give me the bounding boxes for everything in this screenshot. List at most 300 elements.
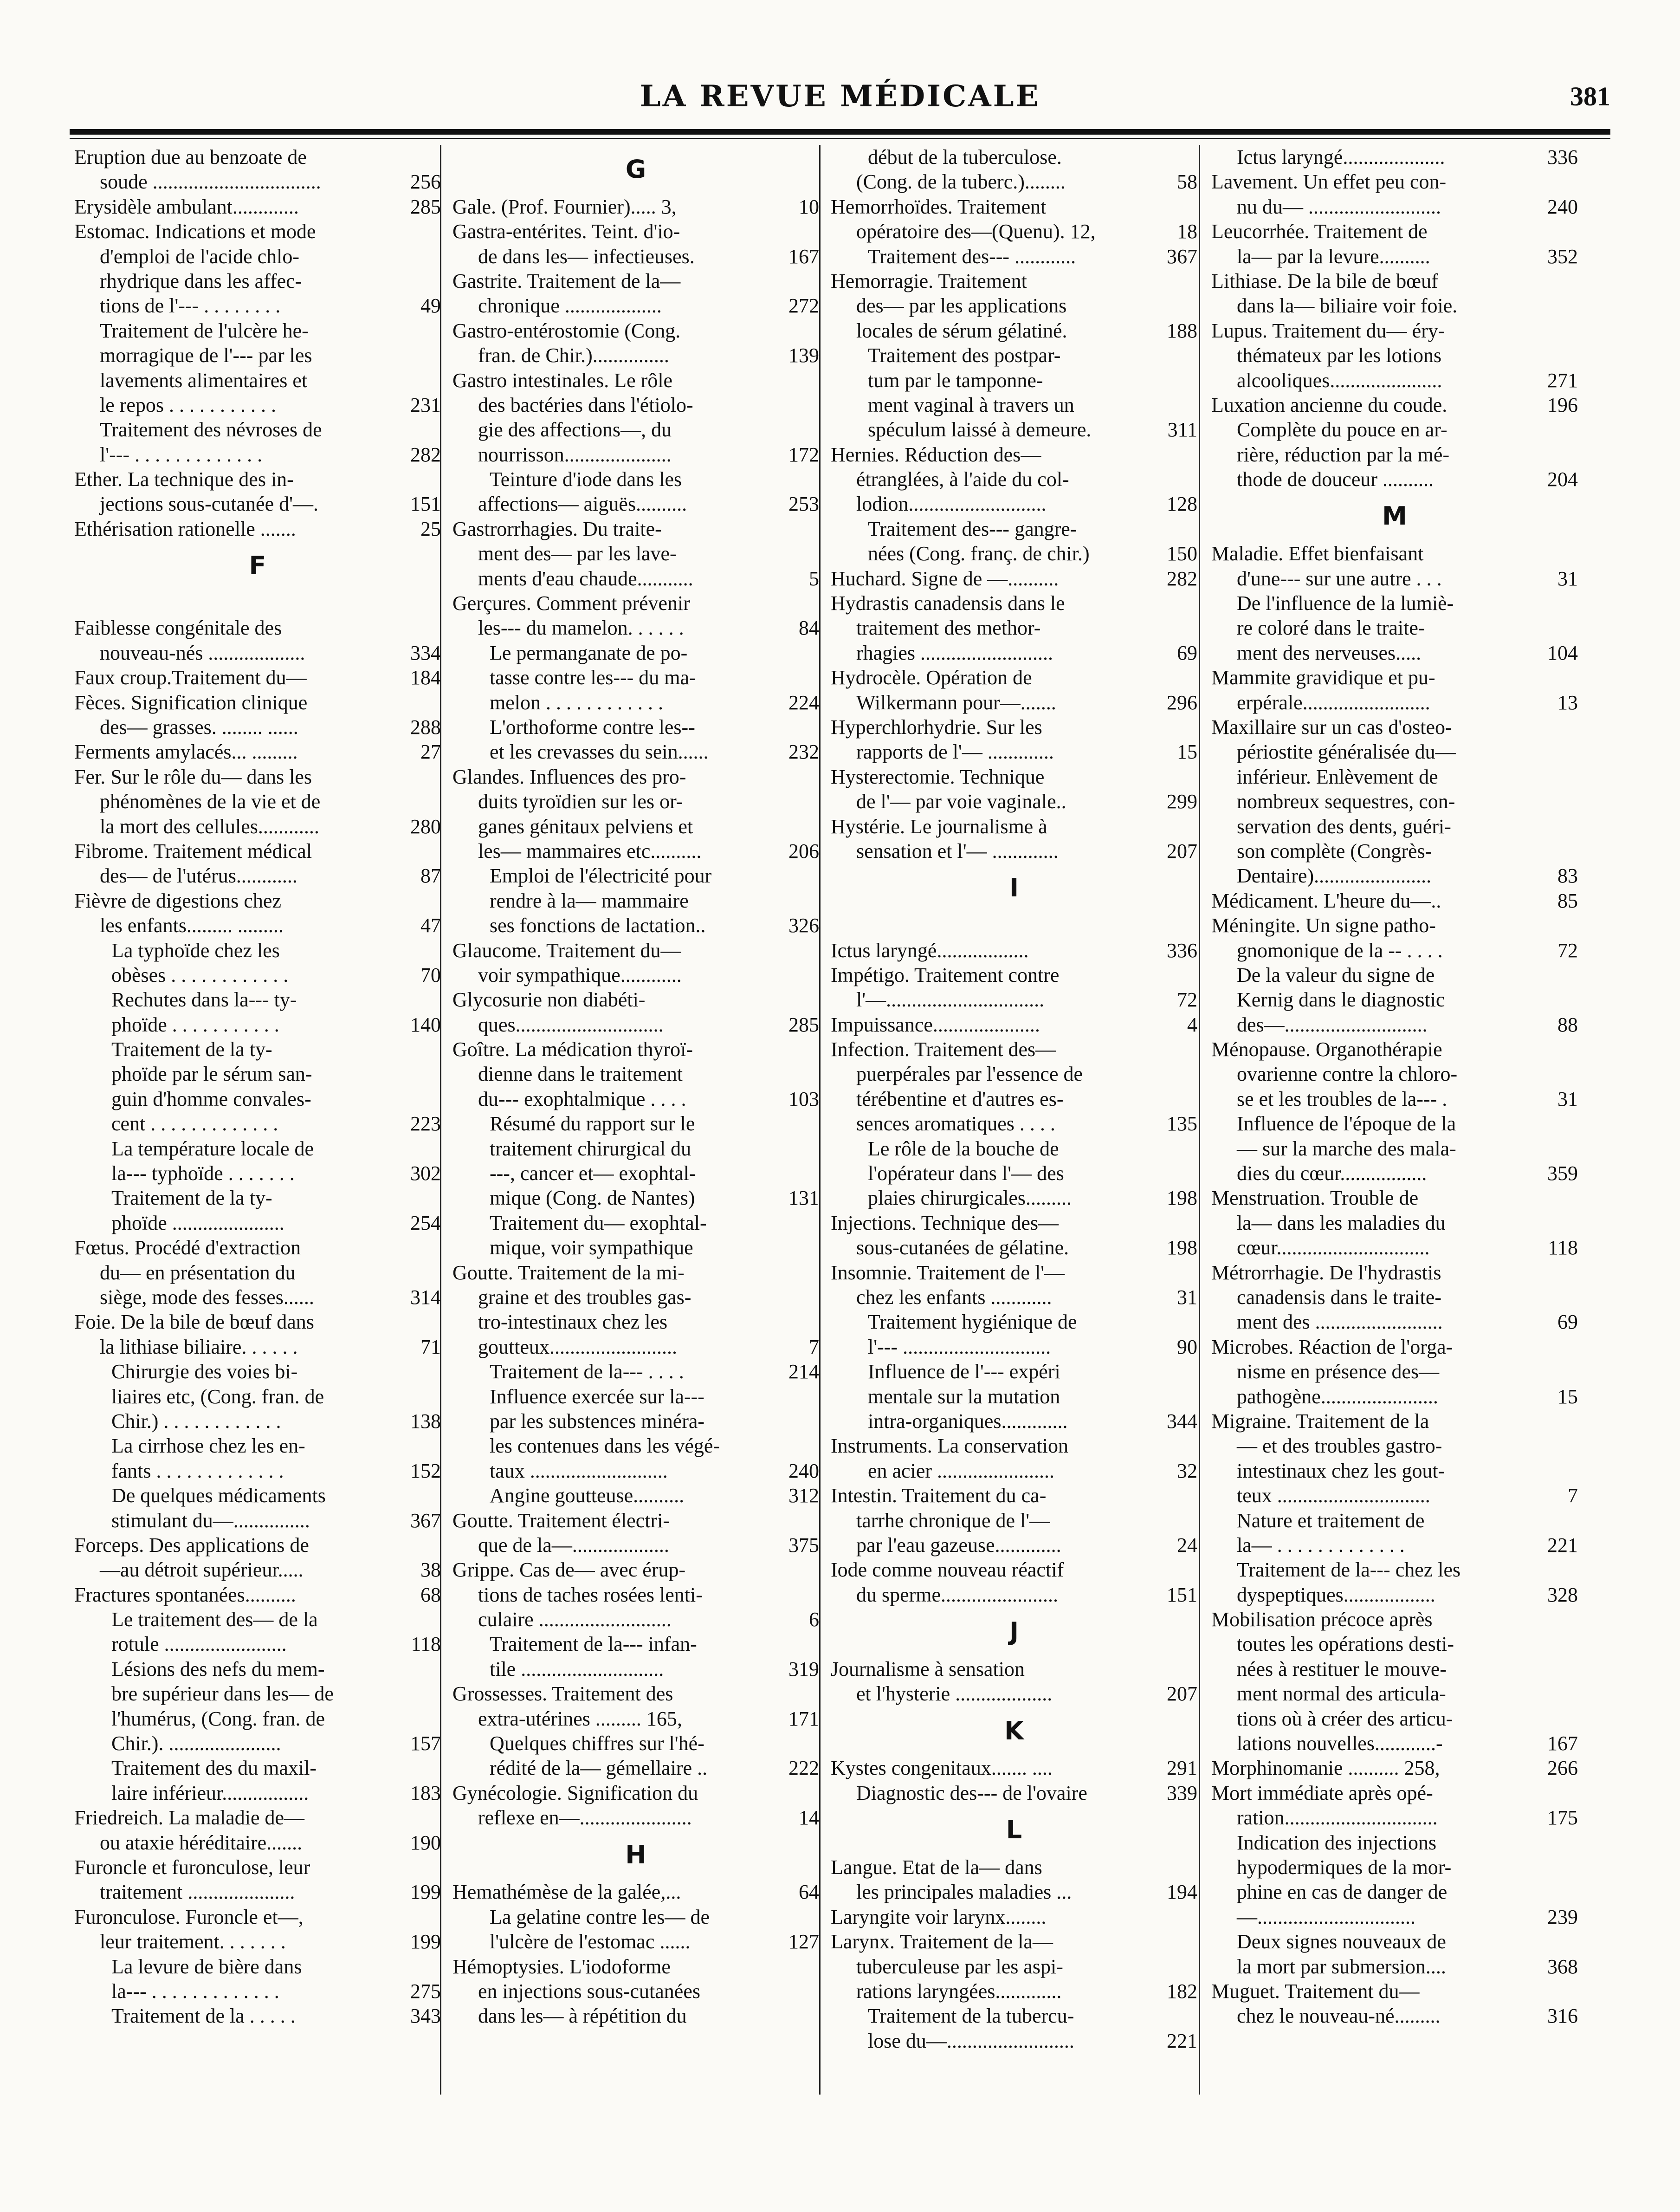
index-entry-line — [74, 1310, 441, 1334]
index-entry-line — [1211, 814, 1578, 839]
index-entry-line — [1211, 368, 1578, 393]
entry-text: sous-cutanées de gélatine. — [856, 1236, 1069, 1259]
index-entry-line — [831, 145, 1197, 169]
entry-text: L'orthoforme contre les-- — [490, 716, 695, 739]
entry-text: Goutte. Traitement électri- — [452, 1509, 670, 1532]
index-entry-line — [831, 1136, 1197, 1161]
index-entry-line — [452, 343, 819, 368]
entry-text: Lupus. Traitement du— éry- — [1211, 319, 1445, 342]
index-entry-line — [1211, 169, 1578, 194]
index-entry-line — [74, 1805, 441, 1830]
entry-page-number: 256 — [410, 170, 441, 194]
entry-page-number: 207 — [1167, 1682, 1197, 1706]
entry-text: les— mammaires etc.......... — [478, 839, 702, 863]
index-entry-line — [1211, 145, 1578, 169]
entry-text: Kystes congenitaux....... .... — [831, 1757, 1053, 1780]
entry-text: Kernig dans le diagnostic — [1237, 988, 1445, 1012]
entry-text: La gelatine contre les— de — [490, 1905, 710, 1928]
index-entry-line — [831, 566, 1197, 591]
entry-page-number: 282 — [410, 443, 441, 466]
index-entry-line — [1211, 1111, 1578, 1136]
entry-text: chez le nouveau-né......... — [1237, 2004, 1441, 2028]
entry-text: Iode comme nouveau réactif — [831, 1558, 1064, 1582]
index-entry-line — [452, 1557, 819, 1582]
section-letter: H — [625, 1840, 646, 1869]
entry-text: Hydrocèle. Opération de — [831, 666, 1032, 689]
entry-text: ovarienne contre la chloro- — [1237, 1063, 1458, 1086]
entry-text: tasse contre les--- du ma- — [490, 666, 696, 689]
entry-text: Emploi de l'électricité pour — [490, 864, 712, 888]
entry-text: nées (Cong. franç. de chir.) — [868, 542, 1090, 565]
index-entry-line — [1211, 1781, 1578, 1805]
entry-text: rations laryngées............. — [856, 1979, 1062, 2003]
index-entry-line — [74, 789, 441, 814]
entry-text: canadensis dans le traite- — [1237, 1285, 1442, 1309]
entry-text: ou ataxie héréditaire....... — [100, 1831, 303, 1854]
entry-text: Microbes. Réaction de l'orga- — [1211, 1335, 1453, 1358]
entry-text: Faiblesse congénitale des — [74, 616, 282, 640]
entry-text: nouveau-nés ................... — [100, 641, 305, 664]
index-entry-line — [1211, 1260, 1578, 1285]
index-entry-line — [1211, 616, 1578, 640]
index-entry-line — [452, 244, 819, 269]
entry-text: les enfants......... ......... — [100, 914, 284, 937]
index-entry-line — [74, 1954, 441, 1979]
entry-text: chez les enfants ............ — [856, 1285, 1052, 1309]
entry-page-number: 70 — [420, 963, 441, 986]
index-entry-line — [452, 1459, 819, 1483]
entry-text: Le rôle de la bouche de — [868, 1137, 1059, 1160]
entry-page-number: 368 — [1547, 1955, 1578, 1978]
index-entry-line — [1211, 641, 1578, 665]
index-entry-line — [1211, 195, 1578, 219]
index-entry-line — [74, 889, 441, 913]
index-entry-line — [1211, 715, 1578, 739]
entry-page-number: 140 — [410, 1013, 441, 1036]
index-entry-line — [831, 2029, 1197, 2053]
entry-text: traitement des methor- — [856, 616, 1041, 640]
entry-text: l'opérateur dans l'— des — [868, 1162, 1064, 1185]
entry-text: traitement ..................... — [100, 1881, 295, 1904]
index-entry-line — [74, 1756, 441, 1780]
index-entry-line — [74, 1830, 441, 1855]
entry-text: Glycosurie non diabéti- — [452, 988, 646, 1012]
index-entry-line — [74, 1731, 441, 1756]
index-entry-line — [74, 1186, 441, 1210]
index-entry-line — [74, 739, 441, 764]
section-letter: L — [1006, 1815, 1022, 1845]
index-entry-line — [74, 269, 441, 293]
entry-text: Traitement de la ty- — [111, 1038, 272, 1061]
entry-page-number: 167 — [788, 245, 819, 268]
index-entry-line — [74, 1583, 441, 1607]
index-entry-line — [831, 1880, 1197, 1904]
entry-text: De quelques médicaments — [111, 1484, 326, 1507]
entry-text: Morphinomanie .......... 258, — [1211, 1757, 1440, 1780]
entry-text: tum par le tamponne- — [868, 369, 1043, 392]
index-entry-line — [452, 616, 819, 640]
entry-text: rapports de l'— ............. — [856, 740, 1054, 764]
index-entry-line — [1211, 1087, 1578, 1111]
index-entry-line — [831, 517, 1197, 541]
index-entry-line — [452, 467, 819, 492]
entry-text: dans la— biliaire voir foie. — [1237, 294, 1458, 318]
index-entry-line — [452, 1508, 819, 1533]
index-entry-line — [1211, 1186, 1578, 1210]
entry-text: tile ............................ — [490, 1657, 664, 1680]
entry-text: Ménopause. Organothérapie — [1211, 1038, 1442, 1061]
entry-page-number: 64 — [799, 1881, 819, 1904]
entry-text: dienne dans le traitement — [478, 1063, 683, 1086]
entry-page-number: 72 — [1557, 939, 1578, 962]
index-entry-line — [1211, 219, 1578, 244]
entry-text: Le permanganate de po- — [490, 641, 688, 664]
entry-text: l'humérus, (Cong. fran. de — [111, 1707, 325, 1730]
entry-page-number: 127 — [788, 1930, 819, 1953]
entry-text: stimulant du—............... — [111, 1509, 310, 1532]
index-entry-line — [1211, 1012, 1578, 1037]
entry-text: Médicament. L'heure du—.. — [1211, 889, 1441, 912]
entry-page-number: 84 — [799, 616, 819, 640]
index-entry-line — [452, 913, 819, 938]
index-entry-line — [831, 1483, 1197, 1508]
index-entry-line — [74, 641, 441, 665]
entry-page-number: 151 — [1167, 1583, 1197, 1606]
entry-page-number: 6 — [809, 1608, 819, 1631]
index-entry-line — [831, 814, 1197, 839]
entry-text: Métrorrhagie. De l'hydrastis — [1211, 1261, 1441, 1284]
entry-text: Traitement hygiénique de — [868, 1310, 1077, 1334]
entry-text: nourrisson..................... — [478, 443, 672, 466]
index-entry-line — [452, 1260, 819, 1285]
column-divider — [1199, 145, 1200, 2095]
entry-page-number: 71 — [420, 1335, 441, 1358]
entry-text: gie des affections—, du — [478, 418, 672, 441]
index-entry-line — [74, 1508, 441, 1533]
entry-text: traitement chirurgical du — [490, 1137, 691, 1160]
index-entry-line — [1211, 1830, 1578, 1855]
index-entry-line — [452, 987, 819, 1012]
entry-text: La cirrhose chez les en- — [111, 1434, 305, 1458]
entry-text: locales de sérum gélatiné. — [856, 319, 1067, 342]
entry-page-number: 69 — [1557, 1310, 1578, 1334]
entry-text: Traitement des du maxil- — [111, 1757, 317, 1780]
index-entry-line — [452, 963, 819, 987]
index-entry-line — [452, 1805, 819, 1830]
index-entry-line — [831, 1929, 1197, 1954]
entry-text: thémateux par les lotions — [1237, 344, 1442, 367]
index-entry-line — [452, 665, 819, 690]
entry-text: Hystérie. Le journalisme à — [831, 815, 1047, 838]
index-entry-line — [452, 566, 819, 591]
index-entry-line — [1211, 1434, 1578, 1458]
index-entry-line — [831, 1087, 1197, 1111]
index-entry-line — [452, 1657, 819, 1681]
entry-page-number: 182 — [1167, 1979, 1197, 2003]
index-entry-line — [831, 1211, 1197, 1235]
index-entry-line — [74, 1979, 441, 2004]
entry-text: ment des— par les lave- — [478, 542, 677, 565]
index-entry-line — [1211, 1880, 1578, 1904]
entry-text: soude ................................. — [100, 170, 321, 194]
index-entry-line — [831, 789, 1197, 814]
entry-page-number: 157 — [410, 1732, 441, 1755]
entry-text: du--- exophtalmique . . . . — [478, 1087, 686, 1110]
index-entry-line — [831, 1111, 1197, 1136]
entry-text: Méningite. Un signe patho- — [1211, 914, 1436, 937]
index-entry-line — [1211, 1136, 1578, 1161]
entry-page-number: 359 — [1547, 1162, 1578, 1185]
index-entry-line — [1211, 1211, 1578, 1235]
index-entry-line — [831, 765, 1197, 789]
index-entry-line — [1211, 1632, 1578, 1656]
index-entry-line — [1211, 1161, 1578, 1186]
index-entry-line — [452, 814, 819, 839]
index-entry-line — [74, 1260, 441, 1285]
entry-text: Hernies. Réduction des— — [831, 443, 1041, 466]
entry-text: ment normal des articula- — [1237, 1682, 1446, 1706]
index-entry-line — [74, 1037, 441, 1062]
index-entry-line — [1211, 269, 1578, 293]
entry-text: Langue. Etat de la— dans — [831, 1856, 1042, 1879]
index-entry-line — [74, 1657, 441, 1681]
entry-text: Fractures spontanées.......... — [74, 1583, 296, 1606]
entry-text: Complète du pouce en ar- — [1237, 418, 1447, 441]
index-entry-line — [1211, 1706, 1578, 1731]
index-entry-line — [74, 1557, 441, 1582]
index-entry-line — [831, 1979, 1197, 2004]
entry-text: que de la—................... — [478, 1533, 669, 1557]
index-entry-line — [74, 169, 441, 194]
entry-text: nu du— .......................... — [1237, 195, 1441, 218]
index-entry-line — [74, 987, 441, 1012]
index-entry-line — [74, 1161, 441, 1186]
entry-text: Ethérisation rationelle ....... — [74, 517, 296, 540]
index-entry-line — [1211, 1335, 1578, 1359]
entry-text: rière, réduction par la mé- — [1237, 443, 1450, 466]
index-entry-line — [831, 1905, 1197, 1929]
entry-text: Hemorragie. Traitement — [831, 269, 1027, 292]
index-entry-line — [1211, 467, 1578, 492]
entry-page-number: 118 — [1548, 1236, 1578, 1259]
entry-text: dans les— à répétition du — [478, 2004, 687, 2028]
entry-page-number: 334 — [410, 641, 441, 664]
entry-text: périostite généralisée du— — [1237, 740, 1456, 764]
index-entry-line — [1211, 1855, 1578, 1880]
entry-text: Influence exercée sur la--- — [490, 1385, 704, 1408]
entry-text: Furoncle et furonculose, leur — [74, 1855, 310, 1879]
entry-page-number: 138 — [410, 1409, 441, 1433]
entry-text: et l'hysterie ................... — [856, 1682, 1053, 1706]
entry-page-number: 222 — [788, 1757, 819, 1780]
entry-text: son complète (Congrès- — [1237, 839, 1432, 863]
entry-page-number: 224 — [788, 691, 819, 714]
entry-text: Mort immédiate après opé- — [1211, 1781, 1433, 1804]
entry-text: Deux signes nouveaux de — [1237, 1930, 1446, 1953]
index-entry-line — [452, 393, 819, 417]
section-letter: F — [249, 551, 266, 581]
index-entry-line — [452, 1186, 819, 1210]
entry-text: Traitement de la . . . . . — [111, 2004, 296, 2028]
entry-text: mentale sur la mutation — [868, 1385, 1060, 1408]
index-entry-line — [74, 1062, 441, 1086]
index-entry-line — [452, 839, 819, 863]
index-entry-line — [831, 1533, 1197, 1557]
index-entry-line — [831, 1681, 1197, 1706]
index-entry-line — [831, 318, 1197, 343]
entry-text: bre supérieur dans les— de — [111, 1682, 334, 1706]
entry-text: Friedreich. La maladie de— — [74, 1806, 305, 1829]
entry-text: obèses . . . . . . . . . . . . — [111, 963, 289, 986]
index-entry-line — [831, 293, 1197, 318]
entry-text: la--- typhoïde . . . . . . . — [111, 1162, 295, 1185]
entry-text: d'une--- sur une autre . . . — [1237, 567, 1442, 590]
index-entry-line — [1211, 244, 1578, 269]
index-entry-line — [74, 765, 441, 789]
entry-page-number: 15 — [1557, 1385, 1578, 1408]
entry-page-number: 131 — [788, 1187, 819, 1210]
entry-page-number: 90 — [1177, 1335, 1197, 1358]
index-entry-line — [831, 442, 1197, 467]
entry-page-number: 343 — [410, 2004, 441, 2028]
index-entry-line — [831, 1508, 1197, 1533]
index-entry-line — [831, 492, 1197, 516]
entry-text: toutes les opérations desti- — [1237, 1633, 1454, 1656]
entry-text: Injections. Technique des— — [831, 1211, 1059, 1234]
entry-text: étranglées, à l'aide du col- — [856, 468, 1069, 491]
index-entry-line — [1211, 963, 1578, 987]
entry-page-number: 188 — [1167, 319, 1197, 342]
entry-page-number: 25 — [420, 517, 441, 540]
index-entry-line — [452, 541, 819, 566]
entry-text: reflexe en—...................... — [478, 1806, 692, 1829]
index-entry-line — [1211, 1459, 1578, 1483]
index-entry-line — [74, 1855, 441, 1880]
index-entry-line — [74, 1012, 441, 1037]
entry-text: ques............................. — [478, 1013, 664, 1036]
entry-text: Influence de l'--- expéri — [868, 1360, 1060, 1383]
entry-text: opératoire des—(Quenu). 12, — [856, 220, 1096, 243]
index-entry-line — [74, 1905, 441, 1929]
index-entry-line — [1211, 2004, 1578, 2028]
entry-text: phoïde ...................... — [111, 1211, 284, 1234]
index-entry-line — [452, 938, 819, 963]
entry-page-number: 271 — [1547, 369, 1578, 392]
entry-page-number: 38 — [420, 1558, 441, 1582]
section-letter: I — [1009, 873, 1019, 903]
entry-text: tions où à créer des articu- — [1237, 1707, 1453, 1730]
index-column-4 — [1211, 145, 1578, 2029]
index-entry-line — [74, 1459, 441, 1483]
index-entry-line — [1211, 863, 1578, 888]
index-entry-line — [74, 145, 441, 169]
index-entry-line — [74, 1211, 441, 1235]
index-entry-line — [74, 195, 441, 219]
index-entry-line — [74, 1706, 441, 1731]
entry-text: affections— aiguës.......... — [478, 493, 687, 516]
entry-page-number: 275 — [410, 1979, 441, 2003]
entry-text: liaires etc, (Cong. fran. de — [111, 1385, 324, 1408]
entry-text: —au détroit supérieur..... — [100, 1558, 304, 1582]
index-entry-line — [831, 541, 1197, 566]
index-entry-line — [74, 938, 441, 963]
entry-page-number: 15 — [1177, 740, 1197, 764]
entry-text: servation des dents, guéri- — [1237, 815, 1451, 838]
entry-text: re coloré dans le traite- — [1237, 616, 1425, 640]
index-entry-line — [74, 442, 441, 467]
entry-text: laire inférieur................. — [111, 1781, 309, 1804]
entry-text: Résumé du rapport sur le — [490, 1112, 695, 1135]
index-entry-line — [452, 1607, 819, 1632]
entry-page-number: 291 — [1167, 1757, 1197, 1780]
entry-text: Eruption due au benzoate de — [74, 146, 307, 169]
entry-page-number: 285 — [788, 1013, 819, 1036]
entry-text: Mobilisation précoce après — [1211, 1608, 1433, 1631]
entry-page-number: 83 — [1557, 864, 1578, 888]
index-entry-line — [1211, 393, 1578, 417]
index-entry-line — [831, 641, 1197, 665]
index-entry-line — [831, 1557, 1197, 1582]
entry-page-number: 31 — [1177, 1285, 1197, 1309]
entry-text: ment vaginal à travers un — [868, 393, 1074, 416]
entry-text: Traitement des--- ............ — [868, 245, 1076, 268]
index-entry-line — [452, 517, 819, 541]
index-entry-line — [452, 293, 819, 318]
index-entry-line — [831, 1459, 1197, 1483]
entry-text: Chir.). ...................... — [111, 1732, 281, 1755]
index-entry-line — [452, 1409, 819, 1434]
entry-text: Traitement de l'ulcère he- — [100, 319, 309, 342]
entry-page-number: 69 — [1177, 641, 1197, 664]
index-entry-line — [452, 1111, 819, 1136]
entry-page-number: 344 — [1167, 1409, 1197, 1433]
entry-text: rhagies .......................... — [856, 641, 1053, 664]
entry-page-number: 326 — [788, 914, 819, 937]
index-entry-line — [452, 1310, 819, 1334]
entry-text: De la valeur du signe de — [1237, 963, 1435, 986]
entry-text: Goutte. Traitement de la mi- — [452, 1261, 685, 1284]
entry-page-number: 311 — [1167, 418, 1197, 441]
entry-page-number: 7 — [809, 1335, 819, 1358]
entry-page-number: 171 — [788, 1707, 819, 1730]
entry-text: ment des ......................... — [1237, 1310, 1443, 1334]
index-entry-line — [452, 1681, 819, 1706]
entry-text: phénomènes de la vie et de — [100, 790, 321, 813]
entry-text: l'--- . . . . . . . . . . . . . — [100, 443, 263, 466]
entry-text: morragique de l'--- par les — [100, 344, 312, 367]
entry-text: ses fonctions de lactation.. — [490, 914, 706, 937]
entry-text: les--- du mamelon. . . . . . — [478, 616, 684, 640]
index-entry-line — [831, 269, 1197, 293]
entry-text: fran. de Chir.)............... — [478, 344, 669, 367]
entry-text: duits tyroïdien sur les or- — [478, 790, 683, 813]
index-entry-line — [452, 492, 819, 516]
index-entry-line — [1211, 839, 1578, 863]
entry-text: Le traitement des— de la — [111, 1608, 318, 1631]
index-entry-line — [74, 1111, 441, 1136]
section-letter: K — [1004, 1716, 1024, 1745]
index-entry-line — [74, 2004, 441, 2028]
index-entry-line — [831, 1062, 1197, 1086]
index-entry-line — [452, 1434, 819, 1458]
entry-text: la— par la levure.......... — [1237, 245, 1430, 268]
index-entry-line — [831, 1855, 1197, 1880]
entry-text: lations nouvelles............- — [1237, 1732, 1443, 1755]
index-entry-line — [74, 814, 441, 839]
index-entry-line — [452, 1335, 819, 1359]
entry-text: Fer. Sur le rôle du— dans les — [74, 765, 312, 788]
index-entry-line — [831, 343, 1197, 368]
